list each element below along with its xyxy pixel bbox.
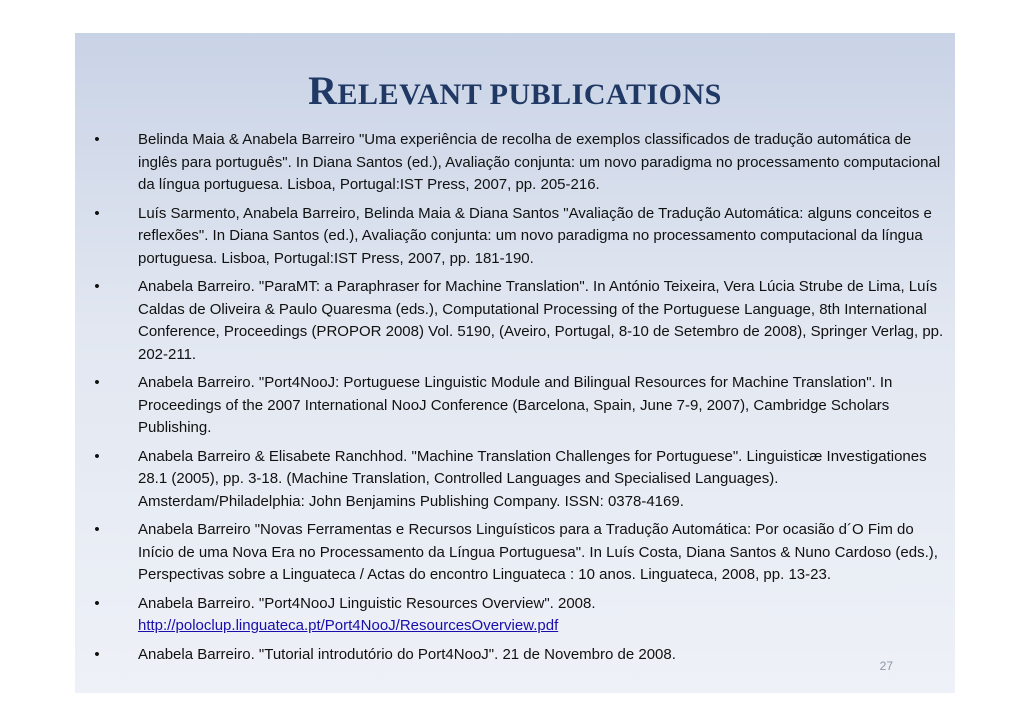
bullet: •	[94, 278, 100, 295]
reference-item	[91, 203, 946, 271]
reference-text: Anabela Barreiro. "ParaMT: a Paraphraser for Machine Translation". In António Teixeira, Vera Lúcia Strube de Lima, Luís Caldas de Oliveira & Paulo Quaresma (eds.), Computational Processing of the Portuguese Language, 8th International Conference, Proceedings (PROPOR 2008) Vol. 5190, (Aveiro, Portugal, 8-10 de Setembro de 2008), Springer Verlag, pp. 202-211.	[138, 278, 944, 363]
reference-item	[91, 593, 946, 638]
bullet: •	[94, 204, 100, 222]
reference-item	[91, 276, 946, 366]
reference-item	[91, 372, 946, 440]
bullet: •	[94, 645, 100, 663]
title-rest: ELEVANT PUBLICATIONS	[337, 78, 722, 111]
reference-text: Anabela Barreiro & Elisabete Ranchhod. "Machine Translation Challenges for Portuguese". Linguisticæ Investigationes 28.1 (2005), pp. 3-18. (Machine Translation, Controlled Languages and Specialised Languages). Amsterdam/Philadelphia: John Benjamins Publishing Company. ISSN: 0378-4169.	[138, 447, 927, 510]
reference-item	[91, 129, 946, 197]
bullet: •	[94, 447, 100, 465]
reference-text: Belinda Maia & Anabela Barreiro "Uma experiência de recolha de exemplos classificados de tradução automática de inglês para português". In Diana Santos (ed.), Avaliação conjunta: um novo paradigma no processamento computacional da língua portuguesa. Lisboa, Portugal:IST Press, 2007, pp. 205-216.	[138, 131, 941, 193]
reference-list	[91, 129, 946, 672]
page-number: 27	[879, 659, 893, 673]
reference-text: Anabela Barreiro "Novas Ferramentas e Recursos Linguísticos para a Tradução Automática: Por ocasião d´O Fim do Início de uma Nova Era no Processamento da Língua Portuguesa". In Luís Costa, Diana Santos & Nuno Cardoso (eds.), Perspectivas sobre a Linguateca / Actas do encontro Linguateca : 10 anos. Linguateca, 2008, pp. 13-23.	[138, 521, 938, 583]
bullet: •	[94, 374, 100, 391]
reference-item	[91, 519, 946, 587]
reference-item	[91, 446, 946, 514]
reference-text: Anabela Barreiro. "Tutorial introdutório do Port4NooJ". 21 de Novembro de 2008.	[138, 645, 676, 663]
title-initial: R	[308, 68, 338, 113]
reference-link[interactable]: http://poloclup.linguateca.pt/Port4NooJ/ResourcesOverview.pdf	[138, 617, 559, 634]
slide	[75, 33, 955, 693]
bullet: •	[94, 521, 100, 538]
reference-text: Anabela Barreiro. "Port4NooJ Linguistic Resources Overview". 2008.	[138, 594, 596, 612]
reference-text: Luís Sarmento, Anabela Barreiro, Belinda Maia & Diana Santos "Avaliação de Tradução Automática: alguns conceitos e reflexões". In Diana Santos (ed.), Avaliação conjunta: um novo paradigma no processamento computacional da língua portuguesa. Lisboa, Portugal:IST Press, 2007, pp. 181-190.	[138, 204, 932, 267]
bullet: •	[94, 594, 100, 612]
reference-item	[91, 644, 946, 667]
reference-text: Anabela Barreiro. "Port4NooJ: Portuguese Linguistic Module and Bilingual Resources for Machine Translation". In Proceedings of the 2007 International NooJ Conference (Barcelona, Spain, June 7-9, 2007), Cambridge Scholars Publishing.	[138, 374, 893, 436]
bullet: •	[94, 131, 100, 148]
slide-title	[75, 68, 955, 113]
